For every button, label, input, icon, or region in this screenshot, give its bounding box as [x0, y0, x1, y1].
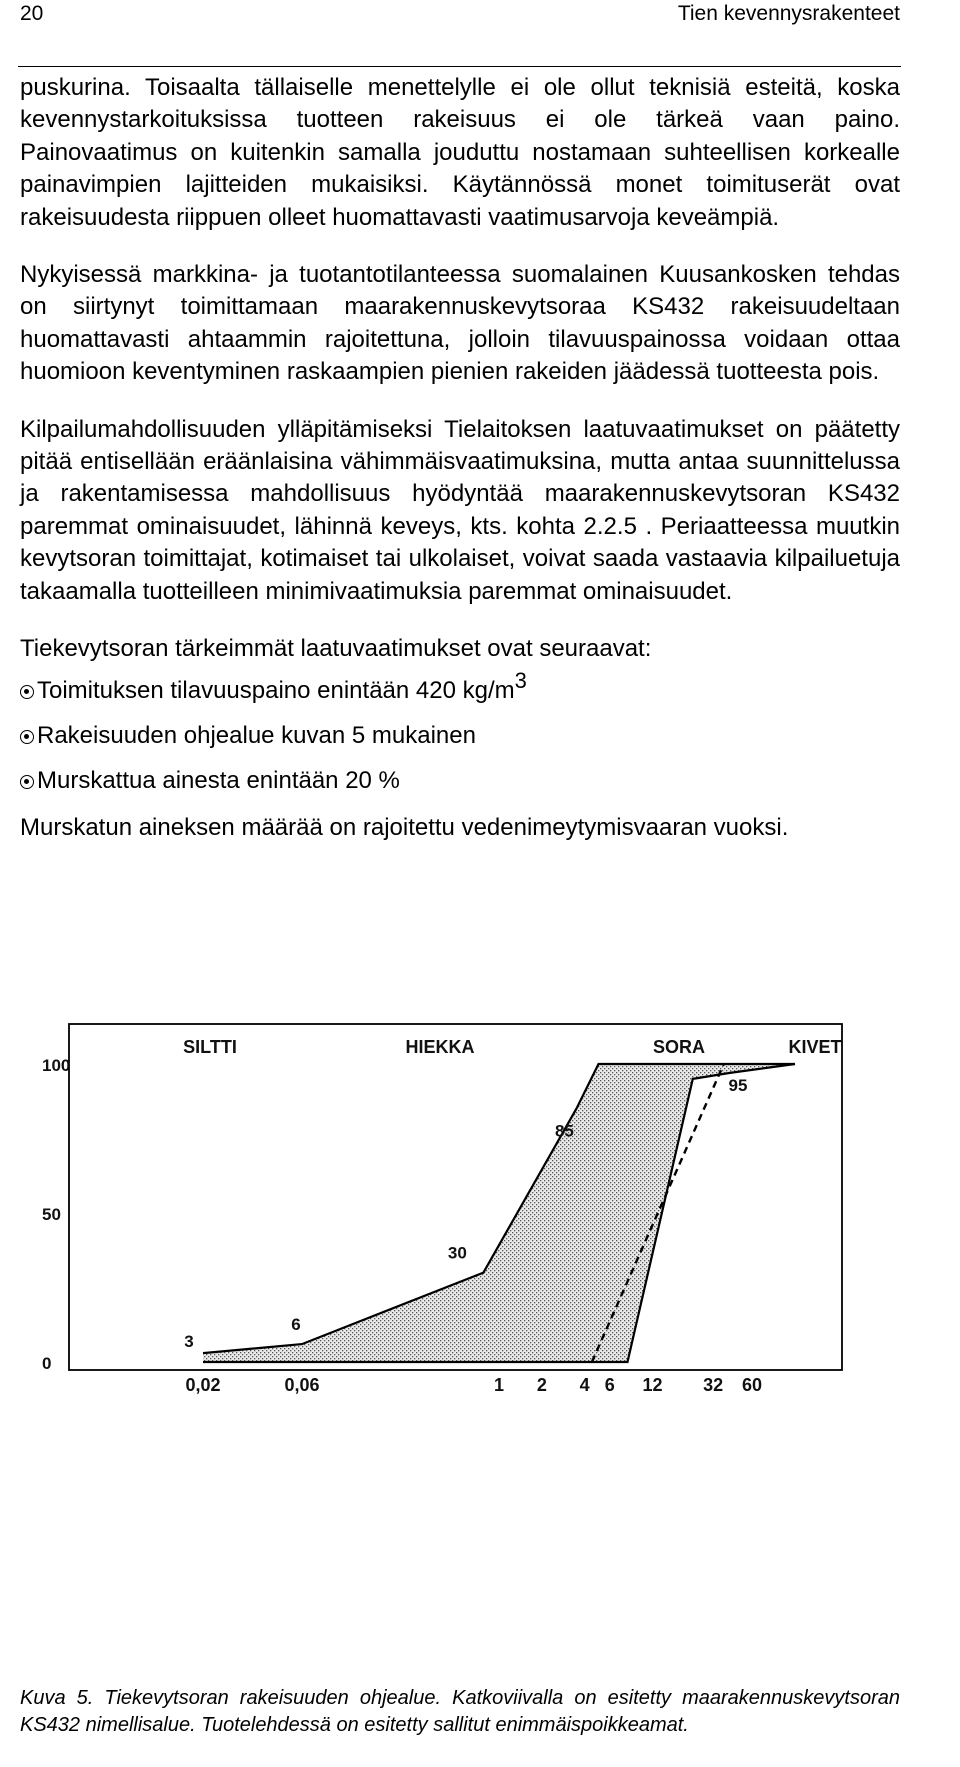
superscript: 3: [514, 667, 527, 693]
list-item: [20, 667, 900, 706]
y-tick-label: 100: [42, 1056, 71, 1075]
x-tick-label: 12: [642, 1375, 663, 1395]
zone-label: HIEKKA: [405, 1037, 475, 1057]
bullet-icon: [20, 775, 34, 789]
x-tick-label: 0,06: [284, 1375, 320, 1395]
x-tick-label: 6: [604, 1375, 615, 1395]
data-label: 6: [291, 1315, 301, 1335]
grading-chart: [20, 1016, 900, 1426]
closing-paragraph: Murskatun aineksen määrää on rajoitettu vedenimeytymisvaaran vuoksi.: [20, 813, 789, 841]
bullet-icon: [20, 730, 34, 744]
list-item-text: Murskattua ainesta enintään 20 %: [37, 766, 400, 794]
x-tick-label: 2: [536, 1375, 547, 1395]
requirements-list: [20, 667, 900, 796]
paragraph-1: puskurina. Toisaalta tällaiselle menettelylle ei ole ollut teknisiä esteitä, koska kevennystarkoituksissa tuotteen rakeisuus ei ole tärkeä vaan paino. Painovaatimus on kuitenkin samalla jouduttu nostamaan suhteellisen korkealle painavimpien lajitteiden mukaisiksi. Käytännössä monet toimituserät ovat rakeisuudesta riippuen olleet huomattavasti vaatimusarvoja keveämpiä.: [20, 74, 900, 231]
x-tick-label: 60: [741, 1375, 763, 1395]
page-header: [20, 0, 900, 36]
data-label: 85: [554, 1121, 574, 1141]
list-item-text: Toimituksen tilavuuspaino enintään 420 kg/m: [37, 676, 515, 704]
list-item-text: Rakeisuuden ohjealue kuvan 5 mukainen: [37, 721, 476, 749]
data-label: 95: [728, 1075, 748, 1095]
data-label: 30: [447, 1243, 467, 1263]
zone-label: SORA: [652, 1037, 706, 1057]
page-number: 20: [20, 2, 44, 25]
header-rule: [18, 66, 901, 67]
x-tick-label: 32: [703, 1375, 724, 1395]
paragraph-2: Nykyisessä markkina- ja tuotantotilanteessa suomalainen Kuusankosken tehdas on siirtynyt toimittamaan maarakennuskevytsoraa KS432 rakeisuudeltaan huomattavasti ahtaammin rajoitettuna, jolloin tilavuuspainossa voidaan ottaa huomioon keventyminen raskaampien pienien rakeiden jäädessä tuotteesta pois.: [20, 261, 900, 386]
zone-label: KIVET: [788, 1037, 842, 1057]
y-tick-label: 0: [42, 1354, 52, 1373]
x-tick-label: 4: [579, 1375, 590, 1395]
requirements-intro: Tiekevytsoran tärkeimmät laatuvaatimukset ovat seuraavat:: [20, 635, 652, 663]
x-tick-label: 0,02: [185, 1375, 221, 1395]
bullet-icon: [20, 685, 34, 699]
document-body: [20, 72, 900, 869]
zone-label: SILTTI: [183, 1037, 237, 1057]
running-title: Tien kevennysrakenteet: [677, 2, 900, 25]
list-item: [20, 721, 900, 751]
x-tick-label: 1: [493, 1375, 505, 1395]
y-tick-label: 50: [42, 1205, 61, 1224]
list-item: [20, 766, 900, 796]
figure-caption: Kuva 5. Tiekevytsoran rakeisuuden ohjealue. Katkoviivalla on esitetty maarakennuskevytsoran KS432 nimellisalue. Tuotelehdessä on esitetty sallitut enimmäispoikkeamat.: [20, 1687, 900, 1736]
chart-plot-area: [42, 1024, 842, 1395]
paragraph-3: Kilpailumahdollisuuden ylläpitämiseksi Tielaitoksen laatuvaatimukset on päätetty pitää entisellään eräänlaisina vähimmäisvaatimuksina, mutta antaa suunnittelussa ja rakentamisessa mahdollisuus hyödyntää maarakennuskevytsoran KS432 paremmat ominaisuudet, lähinnä keveys, kts. kohta 2.2.5 . Periaatteessa muutkin kevytsoran toimittajat, kotimaiset tai ulkolaiset, voivat saada vastaavia kilpailuetuja takaamalla tuotteilleen minimivaatimuksia paremmat ominaisuudet.: [20, 415, 900, 605]
data-label: 3: [184, 1332, 194, 1352]
